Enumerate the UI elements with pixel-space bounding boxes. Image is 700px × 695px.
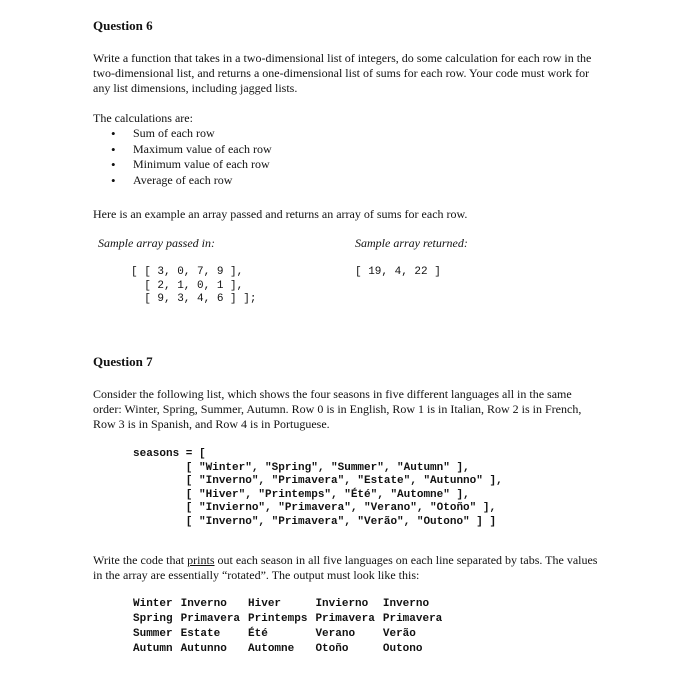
question-7-intro: Consider the following list, which shows the four seasons in five different languages all in the same order: Winter, Spring, Summer, Autumn. Row 0 is in English, Row 1 is in Italian, Row 2 is in French, Row 3 is in Spanish, and Row 4 is in Portuguese. [93, 387, 582, 431]
table-cell: Otoño [315, 643, 349, 655]
sample-returned-value: [ 19, 4, 22 ] [355, 266, 441, 278]
table-row [133, 627, 450, 642]
table-cell: Autumn [133, 643, 173, 655]
table-cell: Summer [133, 628, 173, 640]
calc-item: • Average of each row [93, 173, 272, 189]
question-7-title: Question 7 [93, 354, 153, 369]
table-cell: Verano [315, 628, 356, 640]
expected-output-table [133, 597, 450, 657]
code-line: [ "Winter", "Spring", "Summer", "Autumn" ], [133, 461, 470, 474]
example-text: Here is an example an array passed and returns an array of sums for each row. [93, 207, 468, 221]
calc-item: • Maximum value of each row [93, 142, 272, 158]
table-cell: Invierno [315, 598, 369, 610]
write-instructions [93, 553, 603, 583]
sample-returned-label: Sample array returned: [355, 236, 468, 250]
code-line: seasons = [ [133, 448, 206, 460]
prints-word: prints [187, 553, 215, 567]
table-row [133, 642, 450, 657]
table-cell: Autunno [180, 643, 227, 655]
code-line: [ "Inverno", "Primavera", "Verão", "Outono" ] ] [133, 515, 497, 528]
table-cell: Hiver [248, 598, 282, 610]
question-6-title: Question 6 [93, 18, 153, 33]
table-cell: Estate [180, 628, 221, 640]
table-cell: Printemps [248, 613, 308, 625]
table-cell: Inverno [180, 598, 227, 610]
table-cell: Spring [133, 613, 173, 625]
code-line: [ [ 3, 0, 7, 9 ], [131, 266, 244, 278]
table-row [133, 612, 450, 627]
table-cell: Été [248, 628, 268, 640]
code-line: [ "Inverno", "Primavera", "Estate", "Autunno" ], [133, 475, 503, 487]
code-line: [ 9, 3, 4, 6 ] ]; [131, 293, 257, 305]
table-cell: Verão [382, 628, 416, 640]
table-row [133, 597, 450, 612]
calc-item: • Sum of each row [93, 126, 272, 142]
seasons-code [133, 448, 503, 529]
calculations-list [93, 126, 272, 188]
calculations-heading: The calculations are: [93, 111, 193, 125]
code-line: [ "Invierno", "Primavera", "Verano", "Otoño" ], [133, 502, 497, 514]
question-6-intro: Write a function that takes in a two-dimensional list of integers, do some calculation for each row in the two-dimensional list, and returns a one-dimensional list of sums for each row. Your code must work for any list dimensions, including jagged lists. [93, 51, 592, 95]
table-cell: Winter [133, 598, 173, 610]
table-cell: Outono [382, 643, 423, 655]
table-cell: Inverno [382, 598, 430, 610]
sample-passed-label: Sample array passed in: [98, 236, 215, 250]
write-post-text: out each season in all five languages on each line separated by tabs. The values in the array are essentially “rotated”. The output must look like this: [93, 553, 598, 582]
table-cell: Primavera [382, 613, 443, 625]
calc-item: • Minimum value of each row [93, 157, 272, 173]
table-cell: Primavera [315, 613, 375, 625]
table-cell: Primavera [180, 613, 241, 625]
write-pre-text: Write the code that [93, 553, 188, 567]
code-line: [ 2, 1, 0, 1 ], [131, 279, 244, 292]
sample-array-code [131, 266, 256, 307]
code-line: [ "Hiver", "Printemps", "Été", "Automne" ], [133, 488, 470, 501]
table-cell: Automne [248, 643, 295, 655]
